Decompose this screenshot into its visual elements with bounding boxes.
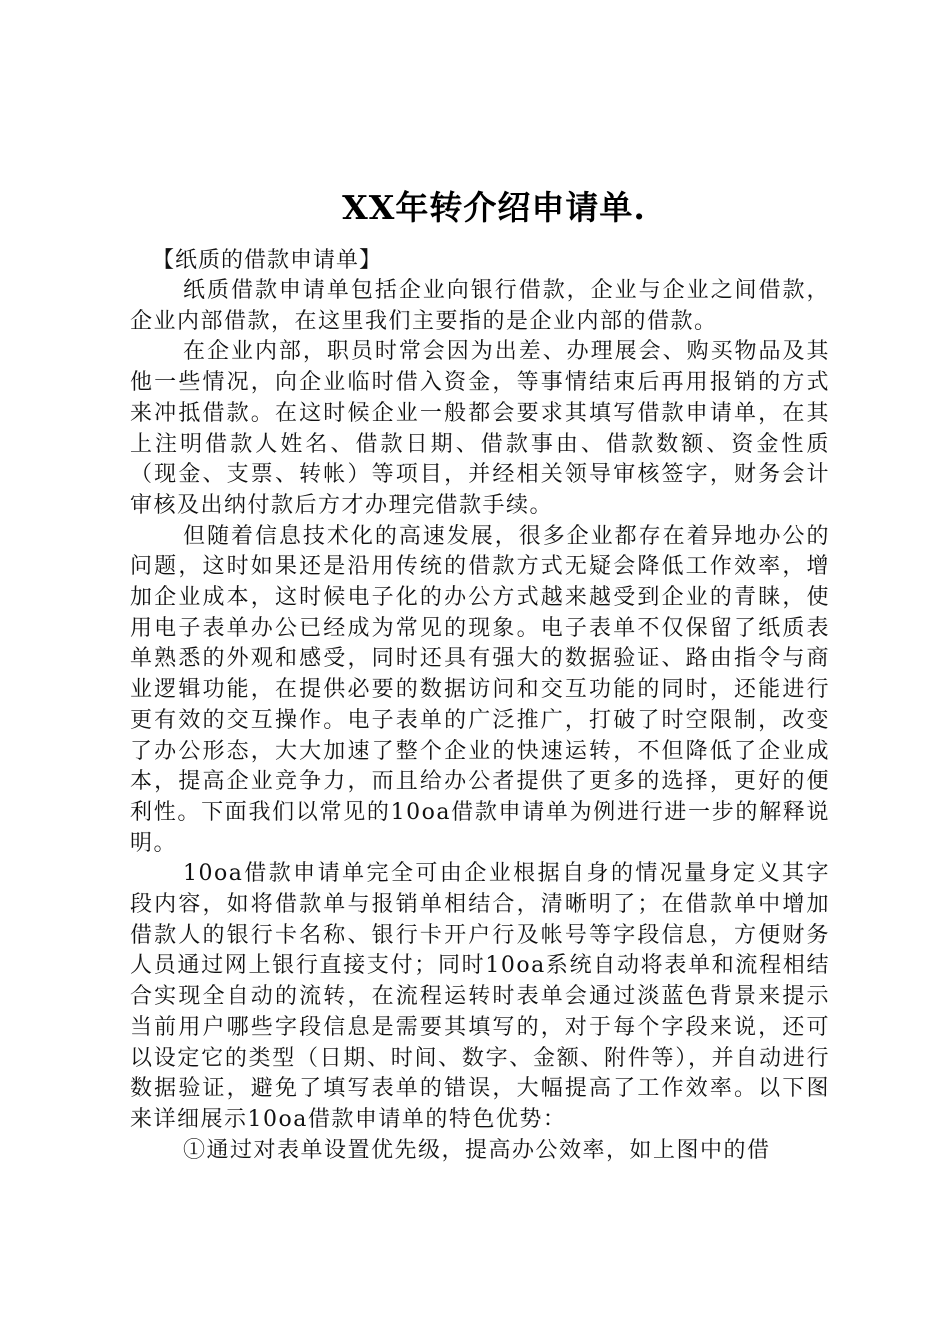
paragraph-internal-borrowing: 在企业内部，职员时常会因为出差、办理展会、购买物品及其他一些情况，向企业临时借入资金，等事情结束后再用报销的方式来冲抵借款。在这时候企业一般都会要求其填写借款申请单，在其上注明借款人姓名、借款日期、借款事由、借款数额、资金性质（现金、支票、转帐）等项目，并经相关领导审核签字，财务会计审核及出纳付款后方才办理完借款手续。 (130, 339, 830, 518)
section-heading: 【纸质的借款申请单】 (152, 248, 383, 273)
paragraph-10oa-form: 10oa借款申请单完全可由企业根据自身的情况量身定义其字段内容，如将借款单与报销单相结合，清晰明了；在借款单中增加借款人的银行卡名称、银行卡开户行及帐号等字段信息，方便财务人员通过网上银行直接支付；同时10oa系统自动将表单和流程相结合实现全自动的流转，在流程运转时表单会通过淡蓝色背景来提示当前用户哪些字段信息是需要其填写的，对于每个字段来说，还可以设定它的类型（日期、时间、数字、金额、附件等），并自动进行数据验证，避免了填写表单的错误，大幅提高了工作效率。以下图来详细展示10oa借款申请单的特色优势： (130, 861, 830, 1132)
paragraph-electronic-forms: 但随着信息技术化的高速发展，很多企业都存在着异地办公的问题，这时如果还是沿用传统的借款方式无疑会降低工作效率，增加企业成本，这时候电子化的办公方式越来越受到企业的青睐，使用电子表单办公已经成为常见的现象。电子表单不仅保留了纸质表单熟悉的外观和感受，同时还具有强大的数据验证、路由指令与商业逻辑功能，在提供必要的数据访问和交互功能的同时，还能进行更有效的交互操作。电子表单的广泛推广，打破了时空限制，改变了办公形态，大大加速了整个企业的快速运转，不但降低了企业成本，提高企业竞争力，而且给办公者提供了更多的选择，更好的便利性。下面我们以常见的10oa借款申请单为例进行进一步的解释说明。 (130, 523, 830, 856)
paragraph-feature-1: ①通过对表单设置优先级，提高办公效率，如上图中的借 (183, 1137, 771, 1163)
document-page (130, 180, 830, 1166)
document-title: XX年转介绍申请单. (342, 188, 646, 227)
paragraph-paper-form-intro: 纸质借款申请单包括企业向银行借款，企业与企业之间借款，企业内部借款，在这里我们主要指的是企业内部的借款。 (130, 278, 830, 334)
